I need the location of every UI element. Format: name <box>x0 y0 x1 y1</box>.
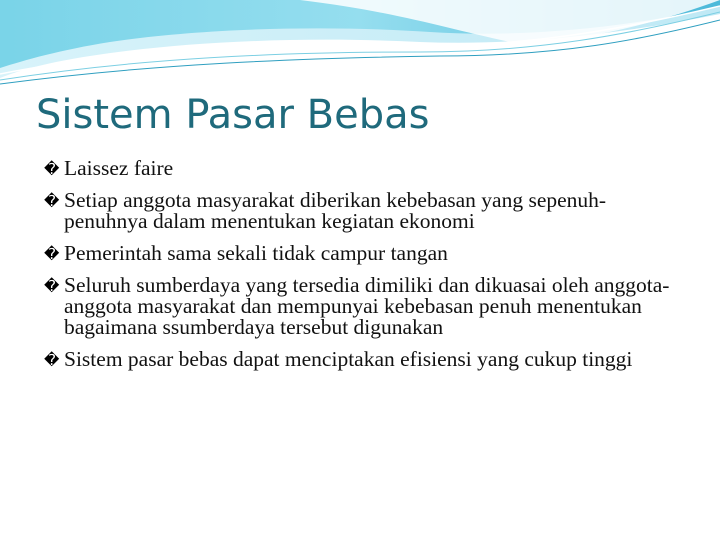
bullet-icon: � <box>44 160 60 178</box>
bullet-icon: � <box>44 277 60 295</box>
bullet-icon: � <box>44 351 60 369</box>
bullet-item <box>44 243 684 264</box>
bullet-item <box>44 190 684 232</box>
bullet-text: Setiap anggota masyarakat diberikan kebebasan yang sepenuh-penuhnya dalam menentukan kegiatan ekonomi <box>64 188 607 233</box>
bullet-item <box>44 158 684 179</box>
bullet-text: Seluruh sumberdaya yang tersedia dimiliki dan dikuasai oleh anggota-anggota masyarakat dan mempunyai kebebasan penuh menentukan bagaimana ssumberdaya tersebut digunakan <box>64 273 670 339</box>
bullet-icon: � <box>44 192 60 210</box>
slide-title: Sistem Pasar Bebas <box>36 92 430 138</box>
bullet-text: Laissez faire <box>64 156 174 180</box>
bullet-list <box>44 158 684 381</box>
bullet-text: Pemerintah sama sekali tidak campur tangan <box>64 241 448 265</box>
bullet-item <box>44 275 684 338</box>
bullet-item <box>44 349 684 370</box>
bullet-text: Sistem pasar bebas dapat menciptakan efisiensi yang cukup tinggi <box>64 347 633 371</box>
bullet-icon: � <box>44 245 60 263</box>
header-wave-decoration <box>0 0 720 90</box>
